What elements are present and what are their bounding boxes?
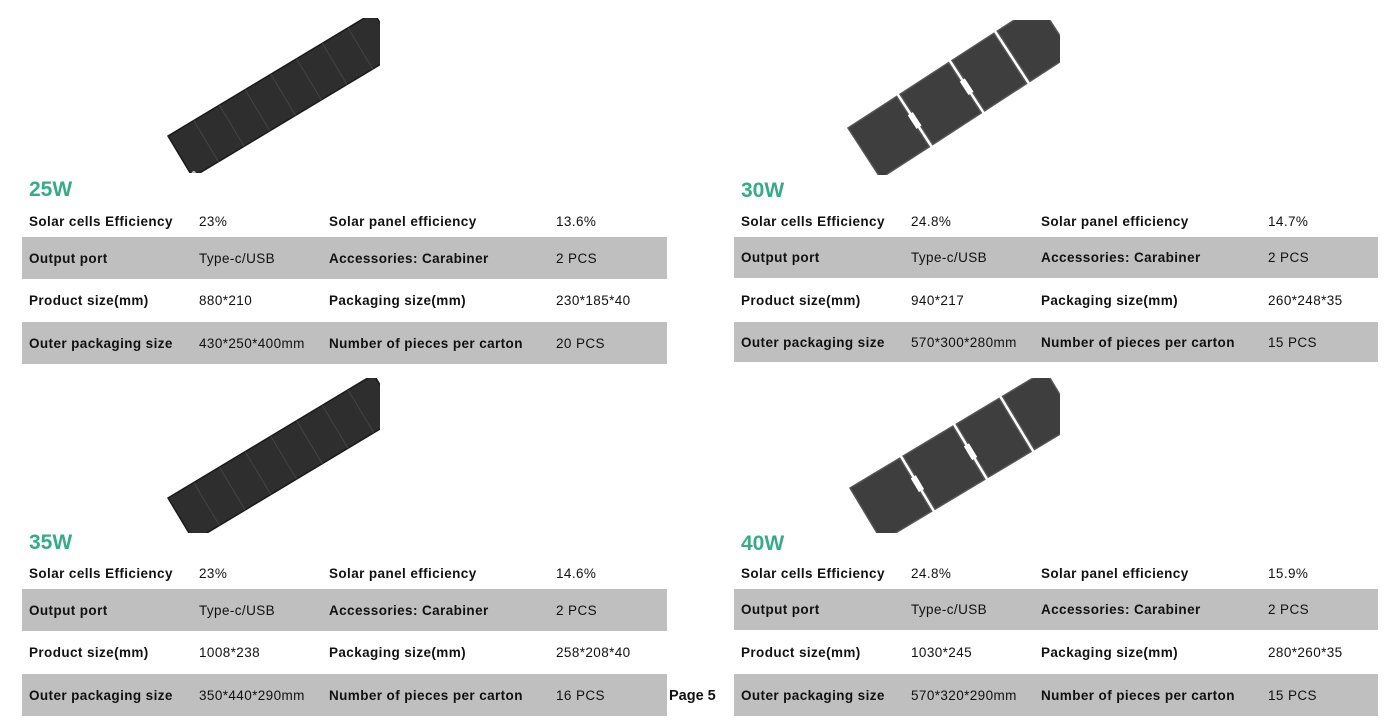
spec-row	[734, 278, 1378, 322]
spec-value: 2 PCS	[1261, 237, 1378, 278]
spec-value: 15 PCS	[1261, 674, 1378, 716]
spec-row	[22, 631, 667, 674]
spec-label: Output port	[22, 589, 192, 631]
spec-value: 880*210	[199, 293, 253, 308]
spec-table-30w	[734, 206, 1378, 362]
spec-value: 350*440*290mm	[192, 674, 322, 716]
solar-panel-image-35w	[160, 378, 380, 533]
spec-value: 570*300*280mm	[904, 322, 1034, 362]
spec-value: 24.8%	[911, 214, 952, 229]
spec-row	[734, 674, 1378, 716]
spec-label: Accessories: Carabiner	[322, 237, 549, 279]
spec-label: Number of pieces per carton	[322, 322, 549, 364]
spec-row	[22, 674, 667, 716]
page-number: Page 5	[669, 688, 716, 704]
spec-label: Product size(mm)	[29, 645, 149, 660]
spec-table-25w	[22, 205, 667, 364]
spec-value: 570*320*290mm	[904, 674, 1034, 716]
spec-label: Number of pieces per carton	[322, 674, 549, 716]
spec-label: Solar panel efficiency	[1041, 566, 1189, 581]
spec-value: 1008*238	[199, 645, 261, 660]
spec-value: Type-c/USB	[904, 237, 1034, 278]
spec-value: 430*250*400mm	[192, 322, 322, 364]
spec-label: Output port	[22, 237, 192, 279]
solar-panel-image-40w	[840, 378, 1060, 533]
spec-row	[734, 630, 1378, 674]
spec-label: Packaging size(mm)	[1041, 644, 1178, 660]
spec-row	[22, 589, 667, 631]
spec-label: Solar cells Efficiency	[741, 566, 885, 581]
spec-row	[734, 322, 1378, 362]
spec-label: Number of pieces per carton	[1034, 674, 1261, 716]
spec-row	[22, 322, 667, 364]
spec-value: 14.6%	[556, 565, 597, 581]
spec-row	[22, 557, 667, 589]
spec-row	[734, 558, 1378, 589]
spec-label: Solar cells Efficiency	[29, 565, 173, 581]
spec-label: Packaging size(mm)	[329, 645, 466, 660]
spec-label: Accessories: Carabiner	[1034, 589, 1261, 630]
spec-value: 280*260*35	[1268, 644, 1343, 660]
spec-label: Number of pieces per carton	[1034, 322, 1261, 362]
spec-value: 23%	[199, 213, 228, 229]
spec-value: 2 PCS	[549, 589, 667, 631]
spec-label: Solar cells Efficiency	[29, 213, 173, 229]
spec-value: 15.9%	[1268, 566, 1309, 581]
spec-value: Type-c/USB	[192, 237, 322, 279]
spec-label: Product size(mm)	[741, 644, 861, 660]
spec-value: 14.7%	[1268, 214, 1309, 229]
spec-value: 24.8%	[911, 566, 952, 581]
solar-panel-image-25w	[160, 18, 380, 173]
product-title: 35W	[29, 531, 73, 554]
spec-label: Output port	[734, 237, 904, 278]
spec-row	[734, 206, 1378, 237]
product-title: 40W	[741, 532, 785, 555]
spec-value: 2 PCS	[1261, 589, 1378, 630]
spec-value: 13.6%	[556, 213, 597, 229]
spec-table-35w	[22, 557, 667, 716]
spec-row	[22, 237, 667, 279]
spec-label: Accessories: Carabiner	[1034, 237, 1261, 278]
spec-value: Type-c/USB	[192, 589, 322, 631]
spec-label: Outer packaging size	[22, 322, 192, 364]
spec-label: Output port	[734, 589, 904, 630]
spec-label: Accessories: Carabiner	[322, 589, 549, 631]
spec-value: 15 PCS	[1261, 322, 1378, 362]
spec-label: Outer packaging size	[734, 674, 904, 716]
spec-label: Solar panel efficiency	[329, 213, 477, 229]
spec-value: 2 PCS	[549, 237, 667, 279]
spec-value: 16 PCS	[549, 674, 667, 716]
spec-value: 260*248*35	[1268, 292, 1343, 308]
spec-value: 258*208*40	[556, 645, 631, 660]
solar-panel-image-30w	[840, 20, 1060, 175]
product-title: 25W	[29, 178, 73, 201]
spec-label: Outer packaging size	[22, 674, 192, 716]
spec-label: Product size(mm)	[29, 293, 149, 308]
spec-label: Solar panel efficiency	[329, 565, 477, 581]
spec-label: Product size(mm)	[741, 292, 861, 308]
spec-row	[22, 205, 667, 237]
spec-label: Solar cells Efficiency	[741, 214, 885, 229]
spec-row	[734, 237, 1378, 278]
spec-value: 23%	[199, 565, 228, 581]
spec-label: Solar panel efficiency	[1041, 214, 1189, 229]
spec-value: 20 PCS	[549, 322, 667, 364]
spec-label: Packaging size(mm)	[329, 293, 466, 308]
spec-label: Packaging size(mm)	[1041, 292, 1178, 308]
spec-table-40w	[734, 558, 1378, 716]
spec-value: Type-c/USB	[904, 589, 1034, 630]
spec-value: 940*217	[911, 292, 965, 308]
product-title: 30W	[741, 179, 785, 202]
spec-value: 1030*245	[911, 644, 973, 660]
spec-label: Outer packaging size	[734, 322, 904, 362]
spec-row	[22, 279, 667, 322]
spec-value: 230*185*40	[556, 293, 631, 308]
spec-row	[734, 589, 1378, 630]
